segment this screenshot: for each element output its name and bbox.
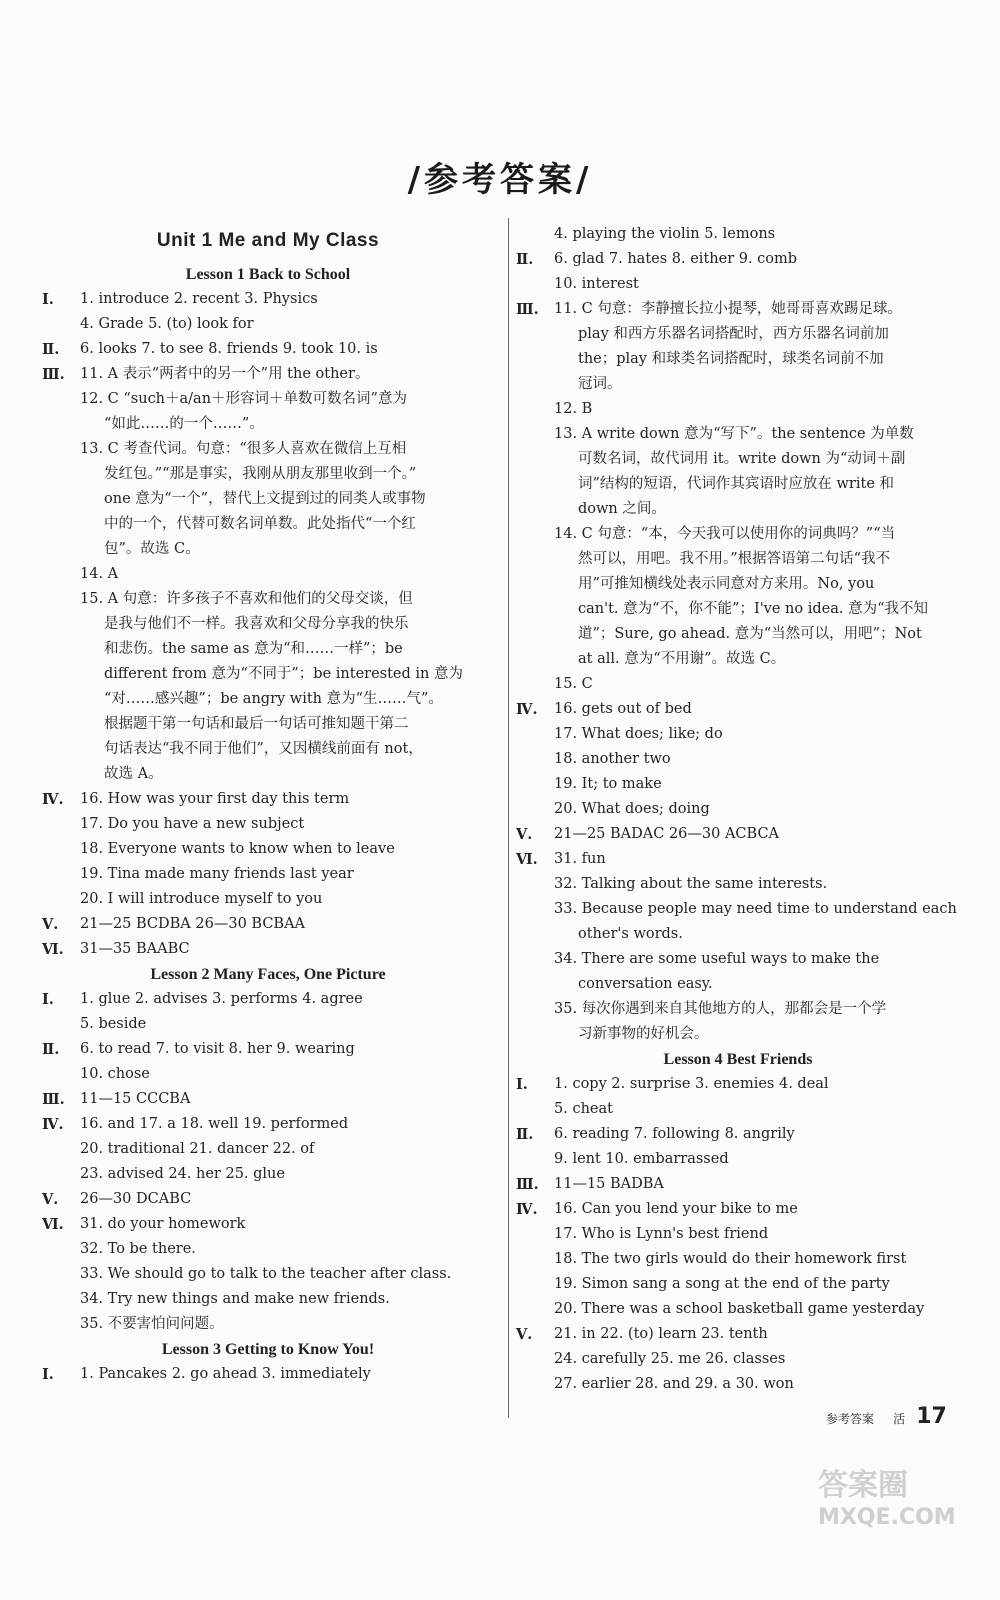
answer-text: 26—30 DCABC (80, 1191, 192, 1207)
answer-text: 31—35 BAABC (80, 941, 190, 957)
section-numeral: Ⅱ. (516, 1126, 534, 1143)
answer-line (42, 1287, 494, 1312)
answer-text: 31. do your homework (80, 1216, 246, 1232)
answer-text: 20. I will introduce myself to you (80, 891, 323, 907)
answer-text: “对……感兴趣”；be angry with 意为“生……气”。 (104, 691, 443, 707)
answer-text: 24. carefully 25. me 26. classes (554, 1351, 786, 1367)
answer-line (42, 1262, 494, 1287)
page-title: /参考答案/ (407, 160, 593, 200)
answer-line (516, 1222, 960, 1247)
answer-line (42, 1062, 494, 1087)
answer-line (516, 297, 960, 322)
section-numeral: Ⅲ. (516, 1176, 539, 1193)
section-numeral: Ⅴ. (516, 1326, 533, 1343)
answer-text: 20. What does; doing (554, 801, 710, 817)
answer-text: 6. to read 7. to visit 8. her 9. wearing (80, 1041, 355, 1057)
section-numeral: Ⅳ. (516, 1201, 538, 1218)
answer-text: 中的一个，代替可数名词单数。此处指代“一个红 (104, 516, 416, 532)
section-numeral: Ⅴ. (42, 916, 59, 933)
answer-line (516, 522, 960, 547)
lesson-3-answers-continued (516, 222, 960, 1047)
answer-text: 34. There are some useful ways to make the (554, 951, 880, 967)
answer-text: 15. A 句意：许多孩子不喜欢和他们的父母交谈，但 (80, 591, 413, 607)
answer-text: 是我与他们不一样。我喜欢和父母分享我的快乐 (104, 616, 409, 632)
lesson-1-answers (42, 287, 494, 962)
answer-line (42, 737, 494, 762)
answer-text: 21. in 22. (to) learn 23. tenth (554, 1326, 768, 1342)
answer-text: 词”结构的短语，代词作其宾语时应放在 write 和 (578, 476, 895, 492)
watermark-logo (818, 1470, 956, 1534)
answer-line (516, 697, 960, 722)
answer-line (42, 387, 494, 412)
answer-text: down 之间。 (578, 501, 666, 517)
answer-text: 9. lent 10. embarrassed (554, 1151, 729, 1167)
answer-text: 6. looks 7. to see 8. friends 9. took 10. is (80, 341, 378, 357)
answer-text: 33. Because people may need time to understand each (554, 901, 957, 917)
answer-text: 可数名词，故代词用 it。write down 为“动词＋副 (578, 451, 906, 467)
answer-text: 17. Who is Lynn's best friend (554, 1226, 769, 1242)
answer-text: play 和西方乐器名词搭配时，西方乐器名词前加 (578, 326, 889, 342)
column-divider (508, 218, 509, 1418)
answer-line (516, 1297, 960, 1322)
answer-line (516, 847, 960, 872)
answer-text: 17. Do you have a new subject (80, 816, 305, 832)
answer-line (516, 1272, 960, 1297)
answer-line (42, 287, 494, 312)
section-numeral: Ⅳ. (516, 701, 538, 718)
answer-text: different from 意为“不同于”；be interested in 意为 (104, 666, 463, 682)
answer-line (516, 647, 960, 672)
answer-line (516, 347, 960, 372)
section-numeral: Ⅳ. (42, 1116, 64, 1133)
answer-text: 习新事物的好机会。 (578, 1026, 709, 1042)
answer-text: 17. What does; like; do (554, 726, 723, 742)
answer-line (42, 1087, 494, 1112)
answer-line (42, 1112, 494, 1137)
answer-text: one 意为“一个”，替代上文提到过的同类人或事物 (104, 491, 426, 507)
answer-text: 13. C 考查代词。句意：“很多人喜欢在微信上互相 (80, 441, 407, 457)
answer-line (42, 687, 494, 712)
answer-line (516, 1147, 960, 1172)
unit-title: Unit 1 Me and My Class (156, 230, 380, 251)
answer-line (42, 512, 494, 537)
answer-text: 31. fun (554, 851, 606, 867)
answer-text: “如此……的一个……”。 (104, 416, 264, 432)
page-footer (826, 1404, 947, 1429)
section-numeral: Ⅰ. (42, 291, 54, 308)
answer-line (516, 497, 960, 522)
answer-line (42, 1237, 494, 1262)
answer-text: 16. Can you lend your bike to me (554, 1201, 798, 1217)
answer-text: 道”；Sure, go ahead. 意为“当然可以，用吧”；Not (578, 626, 922, 642)
answer-line (42, 812, 494, 837)
answer-line (516, 422, 960, 447)
section-numeral: Ⅰ. (42, 991, 54, 1008)
answer-text: 20. There was a school basketball game yesterday (554, 1301, 925, 1317)
answer-text: 16. gets out of bed (554, 701, 692, 717)
answer-line (42, 1012, 494, 1037)
answer-text: 1. introduce 2. recent 3. Physics (80, 291, 318, 307)
answer-line (516, 922, 960, 947)
section-numeral: Ⅲ. (42, 366, 65, 383)
answer-text: 5. cheat (554, 1101, 613, 1117)
answer-line (42, 662, 494, 687)
answer-text: 6. reading 7. following 8. angrily (554, 1126, 795, 1142)
answer-text: 然可以，用吧。我不用。”根据答语第二句话“我不 (578, 551, 891, 567)
answer-text: 34. Try new things and make new friends. (80, 1291, 390, 1307)
answer-line (42, 437, 494, 462)
answer-text: 14. C 句意：“本，今天我可以使用你的词典吗？”“当 (554, 526, 896, 542)
answer-text: 12. B (554, 401, 593, 417)
answer-line (516, 747, 960, 772)
lesson-title: Lesson 4 Best Friends (663, 1051, 813, 1068)
answer-text: 19. It; to make (554, 776, 662, 792)
section-numeral: Ⅳ. (42, 791, 64, 808)
answer-text: 21—25 BADAC 26—30 ACBCA (554, 826, 780, 842)
answer-line (516, 1172, 960, 1197)
answer-text: 18. Everyone wants to know when to leave (80, 841, 395, 857)
answer-line (42, 862, 494, 887)
answer-line (42, 562, 494, 587)
answer-text: 10. chose (80, 1066, 150, 1082)
answer-line (516, 872, 960, 897)
section-numeral: Ⅰ. (516, 1076, 528, 1093)
answer-text: 19. Tina made many friends last year (80, 866, 354, 882)
answer-line (42, 937, 494, 962)
answer-line (516, 547, 960, 572)
answer-text: 21—25 BCDBA 26—30 BCBAA (80, 916, 306, 932)
answer-line (42, 462, 494, 487)
watermark-domain: MXQE.COM (818, 1505, 956, 1530)
answer-line (516, 822, 960, 847)
answer-text: 32. To be there. (80, 1241, 196, 1257)
answer-text: 11—15 CCCBA (80, 1091, 191, 1107)
section-numeral: Ⅱ. (42, 341, 60, 358)
answer-text: at all. 意为“不用谢”。故选 C。 (578, 651, 786, 667)
answer-line (42, 612, 494, 637)
answer-line (516, 272, 960, 297)
answer-line (42, 712, 494, 737)
answer-line (516, 1322, 960, 1347)
answer-line (42, 762, 494, 787)
answer-text: 11—15 BADBA (554, 1176, 664, 1192)
answer-text: conversation easy. (578, 976, 713, 992)
answer-text: 12. C “such＋a/an＋形容词＋单数可数名词”意为 (80, 391, 407, 407)
section-numeral: Ⅱ. (42, 1041, 60, 1058)
answer-text: 23. advised 24. her 25. glue (80, 1166, 285, 1182)
answer-text: 用”可推知横线处表示同意对方来用。No, you (578, 576, 875, 592)
answer-text: 故选 A。 (104, 766, 163, 782)
answer-line (42, 587, 494, 612)
answer-line (42, 1187, 494, 1212)
lesson-3-answers (42, 1362, 494, 1387)
answer-line (42, 637, 494, 662)
answer-line (516, 322, 960, 347)
answer-text: 19. Simon sang a song at the end of the party (554, 1276, 890, 1292)
answer-text: 35. 不要害怕问问题。 (80, 1316, 224, 1332)
answer-line (42, 337, 494, 362)
answer-line (516, 397, 960, 422)
answer-text: 32. Talking about the same interests. (554, 876, 828, 892)
section-numeral: Ⅰ. (42, 1366, 54, 1383)
answer-line (516, 897, 960, 922)
answer-line (42, 787, 494, 812)
right-column (516, 222, 960, 1397)
answer-line (42, 1137, 494, 1162)
section-numeral: Ⅲ. (42, 1091, 65, 1108)
answer-line (42, 987, 494, 1012)
answer-line (42, 912, 494, 937)
answer-text: 27. earlier 28. and 29. a 30. won (554, 1376, 794, 1392)
answer-text: 10. interest (554, 276, 639, 292)
answer-line (516, 472, 960, 497)
answer-text: 6. glad 7. hates 8. either 9. comb (554, 251, 798, 267)
answer-text: can't. 意为“不，你不能”；I've no idea. 意为“我不知 (578, 601, 929, 617)
watermark-text: 答案圈 (818, 1468, 908, 1503)
answer-text: 1. glue 2. advises 3. performs 4. agree (80, 991, 363, 1007)
answer-line (516, 1197, 960, 1222)
answer-text: 发红包。”“那是事实，我刚从朋友那里收到一个。” (104, 466, 417, 482)
section-numeral: Ⅵ. (516, 851, 538, 868)
lesson-title: Lesson 3 Getting to Know You! (161, 1341, 375, 1358)
section-numeral: Ⅱ. (516, 251, 534, 268)
answer-line (42, 1312, 494, 1337)
answer-line (42, 362, 494, 387)
answer-line (516, 1122, 960, 1147)
answer-text: 11. C 句意：李静擅长拉小提琴，她哥哥喜欢踢足球。 (554, 301, 902, 317)
answer-text: 14. A (80, 566, 119, 582)
answer-line (516, 672, 960, 697)
answer-text: 18. another two (554, 751, 671, 767)
answer-line (516, 247, 960, 272)
answer-line (516, 1072, 960, 1097)
answer-line (42, 1162, 494, 1187)
footer-label: 参考答案 (826, 1412, 875, 1426)
answer-text: 13. A write down 意为“写下”。the sentence 为单数 (554, 426, 914, 442)
lesson-4-answers (516, 1072, 960, 1397)
answer-line (42, 1212, 494, 1237)
answer-line (516, 1022, 960, 1047)
answer-line (516, 772, 960, 797)
section-numeral: Ⅲ. (516, 301, 539, 318)
answer-line (516, 572, 960, 597)
answer-line (516, 447, 960, 472)
answer-text: 5. beside (80, 1016, 147, 1032)
answer-line (516, 797, 960, 822)
lesson-title: Lesson 2 Many Faces, One Picture (150, 966, 386, 983)
answer-line (42, 412, 494, 437)
answer-line (42, 312, 494, 337)
answer-line (42, 1362, 494, 1387)
answer-line (42, 537, 494, 562)
answer-text: the；play 和球类名词搭配时，球类名词前不加 (578, 351, 884, 367)
answer-line (516, 1097, 960, 1122)
answer-text: 包”。故选 C。 (104, 541, 200, 557)
answer-line (516, 597, 960, 622)
section-numeral: Ⅵ. (42, 1216, 64, 1233)
answer-line (42, 837, 494, 862)
answer-text: 1. Pancakes 2. go ahead 3. immediately (80, 1366, 371, 1382)
answer-text: 15. C (554, 676, 593, 692)
answer-text: 20. traditional 21. dancer 22. of (80, 1141, 315, 1157)
answer-line (42, 1037, 494, 1062)
answer-text: 4. Grade 5. (to) look for (80, 316, 254, 332)
answer-text: 冠词。 (578, 376, 622, 392)
answer-line (516, 947, 960, 972)
answer-text: other's words. (578, 926, 683, 942)
answer-line (516, 222, 960, 247)
answer-text: 句话表达“我不同于他们”，又因横线前面有 not， (104, 741, 423, 757)
answer-text: 35. 每次你遇到来自其他地方的人，那都会是一个学 (554, 1001, 887, 1017)
answer-line (516, 1347, 960, 1372)
left-column (42, 222, 494, 1387)
answer-text: 4. playing the violin 5. lemons (554, 226, 776, 242)
answer-line (516, 997, 960, 1022)
section-numeral: Ⅵ. (42, 941, 64, 958)
answer-text: 根据题干第一句话和最后一句话可推知题干第二 (104, 716, 409, 732)
lesson-2-answers (42, 987, 494, 1337)
answer-line (516, 1372, 960, 1397)
section-numeral: Ⅴ. (516, 826, 533, 843)
section-numeral: Ⅴ. (42, 1191, 59, 1208)
answer-text: 33. We should go to talk to the teacher after class. (80, 1266, 452, 1282)
answer-text: 1. copy 2. surprise 3. enemies 4. deal (554, 1076, 829, 1092)
answer-text: 11. A 表示“两者中的另一个”用 the other。 (80, 366, 370, 382)
answer-line (516, 972, 960, 997)
answer-text: 16. How was your first day this term (80, 791, 350, 807)
answer-line (516, 1247, 960, 1272)
answer-text: 和悲伤。the same as 意为“和……一样”；be (104, 641, 403, 657)
answer-text: 16. and 17. a 18. well 19. performed (80, 1116, 349, 1132)
answer-text: 18. The two girls would do their homework first (554, 1251, 907, 1267)
answer-line (42, 887, 494, 912)
footer-book-mark: 活 (893, 1412, 906, 1426)
answer-line (516, 372, 960, 397)
page-number: 17 (916, 1404, 947, 1429)
answer-line (42, 487, 494, 512)
answer-line (516, 622, 960, 647)
answer-line (516, 722, 960, 747)
lesson-title: Lesson 1 Back to School (185, 266, 351, 283)
